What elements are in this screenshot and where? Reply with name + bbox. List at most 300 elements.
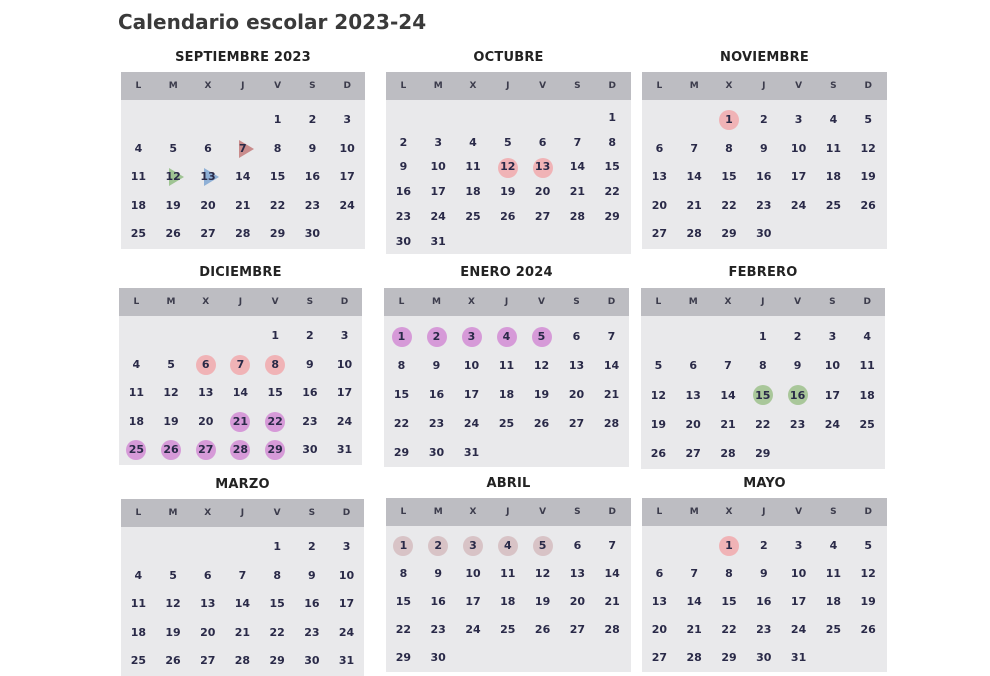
day-cell[interactable] bbox=[384, 409, 419, 438]
day-cell[interactable] bbox=[386, 616, 421, 644]
day-cell[interactable] bbox=[384, 351, 419, 380]
day-cell[interactable] bbox=[746, 644, 781, 672]
day-cell[interactable] bbox=[454, 409, 489, 438]
day-cell[interactable] bbox=[188, 379, 223, 408]
day-cell[interactable] bbox=[594, 351, 629, 380]
day-cell[interactable] bbox=[677, 163, 712, 192]
day-cell[interactable] bbox=[712, 220, 747, 249]
weekday-label: D bbox=[608, 507, 616, 517]
day-cell[interactable] bbox=[295, 619, 330, 648]
day-cell[interactable] bbox=[295, 220, 330, 249]
day-cell[interactable] bbox=[258, 351, 293, 380]
day-cell[interactable] bbox=[223, 379, 258, 408]
day-cell[interactable] bbox=[677, 616, 712, 644]
day-cell[interactable] bbox=[815, 322, 850, 351]
day-cell[interactable] bbox=[746, 220, 781, 249]
day-cell[interactable] bbox=[329, 533, 364, 562]
day-number: 28 bbox=[569, 209, 586, 223]
day-cell[interactable] bbox=[191, 192, 226, 221]
day-cell[interactable] bbox=[594, 409, 629, 438]
day-cell[interactable] bbox=[850, 410, 885, 439]
day-cell[interactable] bbox=[154, 408, 189, 437]
day-cell[interactable] bbox=[258, 408, 293, 437]
day-cell[interactable] bbox=[295, 106, 330, 135]
day-cell[interactable] bbox=[816, 106, 851, 135]
day-cell[interactable] bbox=[258, 379, 293, 408]
day-cell[interactable] bbox=[295, 647, 330, 676]
day-number: 1 bbox=[725, 539, 733, 552]
day-number: 1 bbox=[271, 329, 279, 342]
day-cell[interactable] bbox=[677, 644, 712, 672]
day-cell[interactable] bbox=[489, 409, 524, 438]
day-cell[interactable] bbox=[559, 380, 594, 409]
day-cell[interactable] bbox=[386, 588, 421, 616]
day-number: 5 bbox=[654, 359, 663, 373]
day-cell[interactable] bbox=[121, 647, 156, 676]
day-cell[interactable] bbox=[677, 560, 712, 588]
day-cell[interactable] bbox=[676, 381, 711, 410]
day-cell[interactable] bbox=[121, 590, 156, 619]
day-cell[interactable] bbox=[456, 588, 491, 616]
day-cell[interactable] bbox=[712, 192, 747, 221]
day-cell[interactable] bbox=[490, 616, 525, 644]
day-cell[interactable] bbox=[560, 131, 595, 156]
day-cell[interactable] bbox=[330, 163, 365, 192]
day-cell[interactable] bbox=[746, 135, 781, 164]
day-cell[interactable] bbox=[419, 351, 454, 380]
day-cell[interactable] bbox=[560, 588, 595, 616]
day-cell[interactable] bbox=[851, 106, 886, 135]
day-cell[interactable] bbox=[188, 408, 223, 437]
day-cell[interactable] bbox=[293, 322, 328, 351]
day-number: 10 bbox=[790, 141, 807, 155]
day-cell[interactable] bbox=[851, 616, 886, 644]
day-number: 8 bbox=[725, 141, 733, 155]
day-cell[interactable] bbox=[711, 381, 746, 410]
day-cell[interactable] bbox=[641, 351, 676, 380]
day-cell[interactable] bbox=[327, 436, 362, 465]
day-cell[interactable] bbox=[191, 220, 226, 249]
weekday-header bbox=[386, 72, 631, 100]
day-cell[interactable] bbox=[595, 205, 630, 230]
day-cell[interactable] bbox=[225, 647, 260, 676]
day-cell[interactable] bbox=[119, 379, 154, 408]
day-cell[interactable] bbox=[329, 619, 364, 648]
day-cell[interactable] bbox=[595, 155, 630, 180]
day-cell[interactable] bbox=[156, 220, 191, 249]
day-cell[interactable] bbox=[295, 135, 330, 164]
day-cell[interactable] bbox=[642, 135, 677, 164]
day-cell[interactable] bbox=[260, 533, 295, 562]
day-number: 21 bbox=[235, 198, 251, 212]
day-cell[interactable] bbox=[260, 562, 295, 591]
day-cell[interactable] bbox=[816, 192, 851, 221]
day-cell[interactable] bbox=[490, 205, 525, 230]
day-cell[interactable] bbox=[327, 379, 362, 408]
day-cell[interactable] bbox=[121, 619, 156, 648]
day-cell[interactable] bbox=[712, 106, 747, 135]
day-cell[interactable] bbox=[746, 616, 781, 644]
day-number: 8 bbox=[758, 359, 767, 373]
day-cell[interactable] bbox=[676, 410, 711, 439]
day-cell[interactable] bbox=[190, 619, 225, 648]
day-cell[interactable] bbox=[260, 590, 295, 619]
day-cell[interactable] bbox=[419, 438, 454, 467]
day-cell[interactable] bbox=[595, 180, 630, 205]
day-cell[interactable] bbox=[260, 647, 295, 676]
day-cell[interactable] bbox=[225, 619, 260, 648]
day-cell[interactable] bbox=[295, 533, 330, 562]
day-number: 2 bbox=[432, 330, 441, 343]
day-cell[interactable] bbox=[851, 135, 886, 164]
weekday-label: M bbox=[689, 81, 699, 91]
day-cell[interactable] bbox=[676, 439, 711, 468]
day-cell[interactable] bbox=[745, 410, 780, 439]
day-cell[interactable] bbox=[191, 163, 226, 192]
day-cell[interactable] bbox=[642, 644, 677, 672]
day-cell[interactable] bbox=[851, 163, 886, 192]
day-cell[interactable] bbox=[225, 192, 260, 221]
day-cell[interactable] bbox=[490, 560, 525, 588]
day-cell[interactable] bbox=[851, 192, 886, 221]
day-cell[interactable] bbox=[745, 439, 780, 468]
day-cell[interactable] bbox=[421, 588, 456, 616]
day-cell[interactable] bbox=[456, 205, 491, 230]
day-cell[interactable] bbox=[642, 192, 677, 221]
day-cell[interactable] bbox=[223, 351, 258, 380]
day-cell[interactable] bbox=[711, 351, 746, 380]
day-cell[interactable] bbox=[454, 322, 489, 351]
day-cell[interactable] bbox=[711, 439, 746, 468]
day-cell[interactable] bbox=[524, 322, 559, 351]
day-cell[interactable] bbox=[293, 379, 328, 408]
day-cell[interactable] bbox=[188, 351, 223, 380]
day-cell[interactable] bbox=[119, 351, 154, 380]
day-cell[interactable] bbox=[712, 560, 747, 588]
day-cell[interactable] bbox=[524, 380, 559, 409]
day-number: 27 bbox=[651, 651, 668, 664]
day-cell[interactable] bbox=[712, 588, 747, 616]
day-cell[interactable] bbox=[781, 135, 816, 164]
day-cell[interactable] bbox=[560, 616, 595, 644]
day-cell[interactable] bbox=[560, 180, 595, 205]
day-cell[interactable] bbox=[642, 616, 677, 644]
day-cell[interactable] bbox=[121, 220, 156, 249]
day-cell[interactable] bbox=[329, 562, 364, 591]
day-cell[interactable] bbox=[677, 220, 712, 249]
day-cell[interactable] bbox=[419, 409, 454, 438]
day-cell[interactable] bbox=[781, 560, 816, 588]
day-cell[interactable] bbox=[454, 380, 489, 409]
day-cell[interactable] bbox=[745, 351, 780, 380]
day-cell[interactable] bbox=[559, 322, 594, 351]
day-cell[interactable] bbox=[421, 155, 456, 180]
day-cell[interactable] bbox=[258, 322, 293, 351]
day-cell[interactable] bbox=[456, 155, 491, 180]
day-cell[interactable] bbox=[156, 590, 191, 619]
month-grid bbox=[121, 499, 364, 676]
day-cell[interactable] bbox=[330, 192, 365, 221]
day-cell[interactable] bbox=[780, 322, 815, 351]
day-cell[interactable] bbox=[454, 438, 489, 467]
day-cell[interactable] bbox=[642, 588, 677, 616]
day-cell[interactable] bbox=[421, 205, 456, 230]
day-cell[interactable] bbox=[421, 644, 456, 672]
day-cell[interactable] bbox=[421, 131, 456, 156]
day-cell[interactable] bbox=[815, 351, 850, 380]
day-cell[interactable] bbox=[156, 135, 191, 164]
day-number: 23 bbox=[756, 623, 772, 636]
day-cell[interactable] bbox=[121, 163, 156, 192]
day-cell[interactable] bbox=[525, 205, 560, 230]
day-cell[interactable] bbox=[121, 192, 156, 221]
day-cell[interactable] bbox=[386, 560, 421, 588]
weekday-label: X bbox=[725, 507, 733, 517]
day-cell[interactable] bbox=[642, 560, 677, 588]
day-cell[interactable] bbox=[260, 619, 295, 648]
day-cell[interactable] bbox=[641, 410, 676, 439]
day-cell[interactable] bbox=[384, 322, 419, 351]
day-cell[interactable] bbox=[781, 106, 816, 135]
day-cell[interactable] bbox=[490, 180, 525, 205]
weekday-label: M bbox=[433, 507, 443, 517]
day-cell[interactable] bbox=[781, 616, 816, 644]
day-cell[interactable] bbox=[258, 436, 293, 465]
day-cell[interactable] bbox=[677, 588, 712, 616]
day-cell[interactable] bbox=[188, 436, 223, 465]
month-name: ABRIL bbox=[486, 476, 531, 491]
day-cell[interactable] bbox=[595, 616, 630, 644]
day-cell[interactable] bbox=[121, 135, 156, 164]
day-cell[interactable] bbox=[154, 351, 189, 380]
day-cell[interactable] bbox=[386, 155, 421, 180]
weekday-label: D bbox=[607, 297, 616, 307]
day-cell[interactable] bbox=[223, 408, 258, 437]
day-number: 5 bbox=[167, 357, 175, 371]
day-cell[interactable] bbox=[560, 560, 595, 588]
day-cell[interactable] bbox=[156, 192, 191, 221]
day-cell[interactable] bbox=[225, 562, 260, 591]
day-cell[interactable] bbox=[293, 436, 328, 465]
day-cell[interactable] bbox=[594, 380, 629, 409]
day-cell[interactable] bbox=[295, 192, 330, 221]
day-cell[interactable] bbox=[386, 131, 421, 156]
day-cell[interactable] bbox=[850, 351, 885, 380]
day-number: 22 bbox=[269, 625, 285, 639]
day-cell[interactable] bbox=[225, 590, 260, 619]
day-cell[interactable] bbox=[293, 408, 328, 437]
day-cell[interactable] bbox=[851, 588, 886, 616]
day-cell[interactable] bbox=[295, 163, 330, 192]
day-cell[interactable] bbox=[745, 381, 780, 410]
day-cell[interactable] bbox=[421, 230, 456, 255]
day-cell[interactable] bbox=[386, 644, 421, 672]
day-cell[interactable] bbox=[745, 322, 780, 351]
day-cell[interactable] bbox=[260, 220, 295, 249]
day-cell[interactable] bbox=[156, 619, 191, 648]
day-cell[interactable] bbox=[327, 408, 362, 437]
day-cell[interactable] bbox=[386, 205, 421, 230]
day-cell[interactable] bbox=[816, 588, 851, 616]
day-cell[interactable] bbox=[851, 560, 886, 588]
day-cell[interactable] bbox=[712, 644, 747, 672]
day-number: 15 bbox=[755, 388, 771, 402]
day-cell[interactable] bbox=[816, 616, 851, 644]
day-cell[interactable] bbox=[780, 381, 815, 410]
day-cell[interactable] bbox=[641, 439, 676, 468]
weekday-label: V bbox=[795, 81, 803, 91]
day-cell[interactable] bbox=[119, 408, 154, 437]
day-cell[interactable] bbox=[816, 163, 851, 192]
day-cell[interactable] bbox=[384, 380, 419, 409]
day-cell[interactable] bbox=[525, 588, 560, 616]
day-cell[interactable] bbox=[524, 409, 559, 438]
day-cell[interactable] bbox=[156, 562, 191, 591]
day-cell[interactable] bbox=[225, 163, 260, 192]
day-cell[interactable] bbox=[711, 410, 746, 439]
day-cell[interactable] bbox=[421, 180, 456, 205]
day-cell[interactable] bbox=[781, 644, 816, 672]
day-number: 14 bbox=[686, 170, 702, 183]
day-cell[interactable] bbox=[642, 220, 677, 249]
day-cell[interactable] bbox=[781, 163, 816, 192]
day-cell[interactable] bbox=[260, 135, 295, 164]
day-cell[interactable] bbox=[191, 135, 226, 164]
day-cell[interactable] bbox=[225, 135, 260, 164]
day-cell[interactable] bbox=[190, 590, 225, 619]
day-cell[interactable] bbox=[815, 410, 850, 439]
day-cell[interactable] bbox=[595, 588, 630, 616]
day-cell[interactable] bbox=[327, 351, 362, 380]
day-cell[interactable] bbox=[712, 135, 747, 164]
day-cell[interactable] bbox=[421, 616, 456, 644]
day-cell[interactable] bbox=[746, 588, 781, 616]
day-cell[interactable] bbox=[456, 560, 491, 588]
day-number: 6 bbox=[201, 357, 210, 371]
day-cell[interactable] bbox=[223, 436, 258, 465]
day-cell[interactable] bbox=[746, 106, 781, 135]
month-name: FEBRERO bbox=[728, 265, 798, 280]
day-cell[interactable] bbox=[419, 380, 454, 409]
day-cell[interactable] bbox=[386, 180, 421, 205]
day-cell[interactable] bbox=[677, 192, 712, 221]
day-cell[interactable] bbox=[525, 131, 560, 156]
day-cell[interactable] bbox=[816, 135, 851, 164]
day-cell[interactable] bbox=[295, 590, 330, 619]
day-cell[interactable] bbox=[642, 163, 677, 192]
day-cell[interactable] bbox=[712, 163, 747, 192]
day-cell[interactable] bbox=[524, 351, 559, 380]
day-number: 27 bbox=[198, 443, 214, 456]
day-cell[interactable] bbox=[676, 351, 711, 380]
day-number: 27 bbox=[685, 447, 701, 461]
day-cell[interactable] bbox=[594, 322, 629, 351]
day-cell[interactable] bbox=[525, 616, 560, 644]
day-cell[interactable] bbox=[156, 163, 191, 192]
day-cell[interactable] bbox=[815, 381, 850, 410]
day-cell[interactable] bbox=[329, 590, 364, 619]
day-cell[interactable] bbox=[559, 409, 594, 438]
day-number: 18 bbox=[500, 595, 516, 608]
day-cell[interactable] bbox=[746, 163, 781, 192]
day-number: 18 bbox=[130, 625, 146, 639]
day-cell[interactable] bbox=[293, 351, 328, 380]
day-cell[interactable] bbox=[260, 192, 295, 221]
day-cell[interactable] bbox=[119, 436, 154, 465]
day-cell[interactable] bbox=[781, 192, 816, 221]
day-cell[interactable] bbox=[490, 588, 525, 616]
day-cell[interactable] bbox=[490, 155, 525, 180]
day-number: 7 bbox=[724, 359, 732, 373]
page-title: Calendario escolar 2023-24 bbox=[118, 10, 427, 34]
day-number: 18 bbox=[498, 388, 515, 401]
day-number: 4 bbox=[829, 539, 838, 552]
day-cell[interactable] bbox=[559, 351, 594, 380]
day-cell[interactable] bbox=[489, 380, 524, 409]
day-cell[interactable] bbox=[386, 230, 421, 255]
day-number: 13 bbox=[198, 386, 214, 399]
day-cell[interactable] bbox=[525, 180, 560, 205]
day-cell[interactable] bbox=[850, 381, 885, 410]
day-number: 28 bbox=[720, 447, 736, 461]
day-cell[interactable] bbox=[641, 381, 676, 410]
day-cell[interactable] bbox=[456, 180, 491, 205]
day-cell[interactable] bbox=[121, 562, 156, 591]
day-cell[interactable] bbox=[156, 647, 191, 676]
day-cell[interactable] bbox=[489, 351, 524, 380]
day-cell[interactable] bbox=[712, 616, 747, 644]
day-cell[interactable] bbox=[456, 131, 491, 156]
day-cell[interactable] bbox=[330, 106, 365, 135]
day-cell[interactable] bbox=[489, 322, 524, 351]
day-cell[interactable] bbox=[330, 135, 365, 164]
day-cell[interactable] bbox=[525, 155, 560, 180]
day-cell[interactable] bbox=[190, 647, 225, 676]
day-cell[interactable] bbox=[677, 135, 712, 164]
day-cell[interactable] bbox=[780, 351, 815, 380]
day-number: 23 bbox=[430, 623, 446, 636]
day-cell[interactable] bbox=[295, 562, 330, 591]
day-cell[interactable] bbox=[327, 322, 362, 351]
day-cell[interactable] bbox=[746, 560, 781, 588]
day-cell[interactable] bbox=[595, 106, 630, 131]
day-cell[interactable] bbox=[781, 588, 816, 616]
day-cell[interactable] bbox=[525, 560, 560, 588]
day-cell[interactable] bbox=[816, 560, 851, 588]
day-number: 23 bbox=[304, 625, 320, 639]
day-cell[interactable] bbox=[560, 205, 595, 230]
day-cell[interactable] bbox=[421, 560, 456, 588]
day-cell[interactable] bbox=[454, 351, 489, 380]
day-cell[interactable] bbox=[260, 106, 295, 135]
day-cell[interactable] bbox=[456, 616, 491, 644]
day-cell[interactable] bbox=[154, 436, 189, 465]
day-cell[interactable] bbox=[746, 192, 781, 221]
day-cell[interactable] bbox=[490, 131, 525, 156]
day-cell[interactable] bbox=[595, 131, 630, 156]
day-cell[interactable] bbox=[225, 220, 260, 249]
day-cell[interactable] bbox=[260, 163, 295, 192]
day-cell[interactable] bbox=[384, 438, 419, 467]
day-cell[interactable] bbox=[419, 322, 454, 351]
day-cell[interactable] bbox=[154, 379, 189, 408]
day-cell[interactable] bbox=[595, 560, 630, 588]
day-cell[interactable] bbox=[329, 647, 364, 676]
day-cell[interactable] bbox=[190, 562, 225, 591]
day-cell[interactable] bbox=[560, 155, 595, 180]
day-cell[interactable] bbox=[780, 410, 815, 439]
day-cell[interactable] bbox=[850, 322, 885, 351]
